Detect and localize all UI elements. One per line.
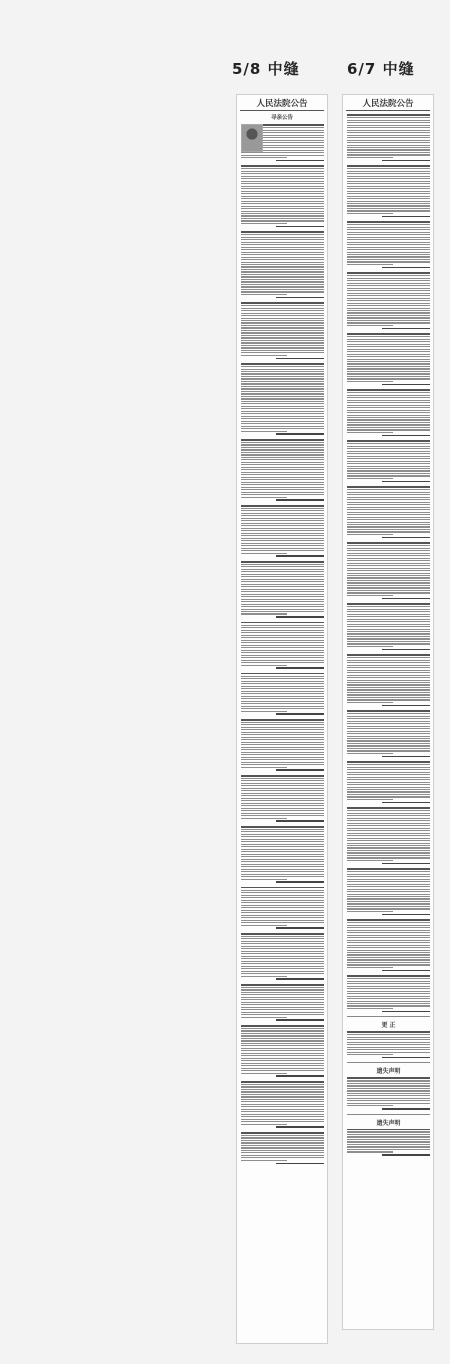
court-signature-line bbox=[382, 435, 430, 437]
notice-paragraph bbox=[241, 231, 324, 298]
court-signature-line bbox=[382, 598, 430, 600]
notice-paragraph bbox=[241, 505, 324, 557]
court-signature-line bbox=[276, 1019, 324, 1021]
notice-paragraph bbox=[241, 363, 324, 435]
notice-paragraph bbox=[241, 775, 324, 822]
portrait-photo bbox=[241, 124, 263, 152]
court-signature-line bbox=[382, 216, 430, 218]
right-court-announcement-column bbox=[342, 94, 434, 1330]
notice-paragraph bbox=[347, 542, 430, 599]
court-signature-line bbox=[276, 713, 324, 715]
notice-paragraph bbox=[241, 719, 324, 771]
left-column-body bbox=[237, 121, 327, 1164]
notice-paragraph bbox=[347, 389, 430, 436]
court-signature-line bbox=[276, 499, 324, 501]
right-column-heading: 6/7 中缝 bbox=[347, 60, 415, 78]
notice-paragraph bbox=[241, 826, 324, 883]
notice-paragraph bbox=[347, 272, 430, 329]
court-signature-line bbox=[382, 914, 430, 916]
court-signature-line bbox=[382, 384, 430, 386]
right-column-body bbox=[343, 111, 433, 1156]
court-signature-line bbox=[276, 927, 324, 929]
notice-paragraph bbox=[347, 333, 430, 385]
notice-paragraph bbox=[347, 486, 430, 538]
notice-paragraph bbox=[347, 919, 430, 971]
notice-paragraph bbox=[241, 439, 324, 501]
court-signature-line bbox=[382, 328, 430, 330]
court-signature-line bbox=[276, 978, 324, 980]
notice-paragraph bbox=[347, 1031, 430, 1058]
court-signature-line bbox=[382, 802, 430, 804]
notice-paragraph bbox=[347, 221, 430, 268]
court-signature-line bbox=[276, 433, 324, 435]
notice-paragraph bbox=[347, 710, 430, 757]
court-signature-line bbox=[276, 555, 324, 557]
court-signature-line bbox=[276, 1163, 324, 1165]
right-column-title: 人民法院公告 bbox=[346, 97, 430, 111]
notice-paragraph bbox=[347, 654, 430, 706]
notice-paragraph bbox=[347, 807, 430, 864]
notice-title: 遗失声明 bbox=[376, 1119, 401, 1127]
notice-paragraph bbox=[347, 114, 430, 161]
notice-paragraph bbox=[241, 165, 324, 227]
court-signature-line bbox=[276, 667, 324, 669]
court-signature-line bbox=[382, 1011, 430, 1013]
court-signature-line bbox=[276, 769, 324, 771]
notice-paragraph bbox=[241, 673, 324, 715]
court-signature-line bbox=[276, 1075, 324, 1077]
notice-paragraph bbox=[347, 761, 430, 803]
notice-paragraph bbox=[347, 1129, 430, 1156]
court-signature-line bbox=[276, 616, 324, 618]
court-signature-line bbox=[382, 970, 430, 972]
court-signature-line bbox=[382, 267, 430, 269]
notice-paragraph bbox=[241, 622, 324, 669]
notice-paragraph bbox=[241, 1081, 324, 1128]
court-signature-line bbox=[276, 358, 324, 360]
notice-paragraph bbox=[347, 1077, 430, 1109]
notice-paragraph bbox=[347, 165, 430, 217]
notice-title: 更 正 bbox=[381, 1022, 396, 1030]
court-signature-line bbox=[382, 863, 430, 865]
court-signature-line bbox=[276, 226, 324, 228]
court-signature-line bbox=[382, 537, 430, 539]
notice-paragraph bbox=[347, 868, 430, 915]
notice-title: 遗失声明 bbox=[376, 1068, 401, 1076]
court-signature-line bbox=[276, 1126, 324, 1128]
left-column-title: 人民法院公告 bbox=[240, 97, 324, 111]
court-signature-line bbox=[382, 481, 430, 483]
court-signature-line bbox=[276, 820, 324, 822]
notice-paragraph bbox=[241, 1025, 324, 1077]
notice-paragraph bbox=[241, 302, 324, 359]
left-column-heading: 5/8 中缝 bbox=[232, 60, 300, 78]
notice-paragraph bbox=[347, 603, 430, 650]
notice-paragraph bbox=[241, 933, 324, 980]
court-signature-line bbox=[276, 297, 324, 299]
court-signature-line bbox=[382, 1154, 430, 1156]
court-signature-line bbox=[276, 160, 324, 162]
notice-paragraph bbox=[347, 440, 430, 482]
notice-paragraph bbox=[241, 1132, 324, 1164]
court-signature-line bbox=[382, 1108, 430, 1110]
left-column-subtitle: 寻亲公告 bbox=[270, 115, 293, 121]
notice-paragraph bbox=[241, 984, 324, 1021]
court-signature-line bbox=[382, 160, 430, 162]
court-signature-line bbox=[382, 1057, 430, 1059]
left-court-announcement-column bbox=[236, 94, 328, 1344]
court-signature-line bbox=[382, 756, 430, 758]
court-signature-line bbox=[382, 705, 430, 707]
notice-paragraph bbox=[241, 887, 324, 929]
court-signature-line bbox=[382, 649, 430, 651]
notice-paragraph bbox=[241, 561, 324, 618]
notice-paragraph bbox=[347, 975, 430, 1012]
court-signature-line bbox=[276, 881, 324, 883]
